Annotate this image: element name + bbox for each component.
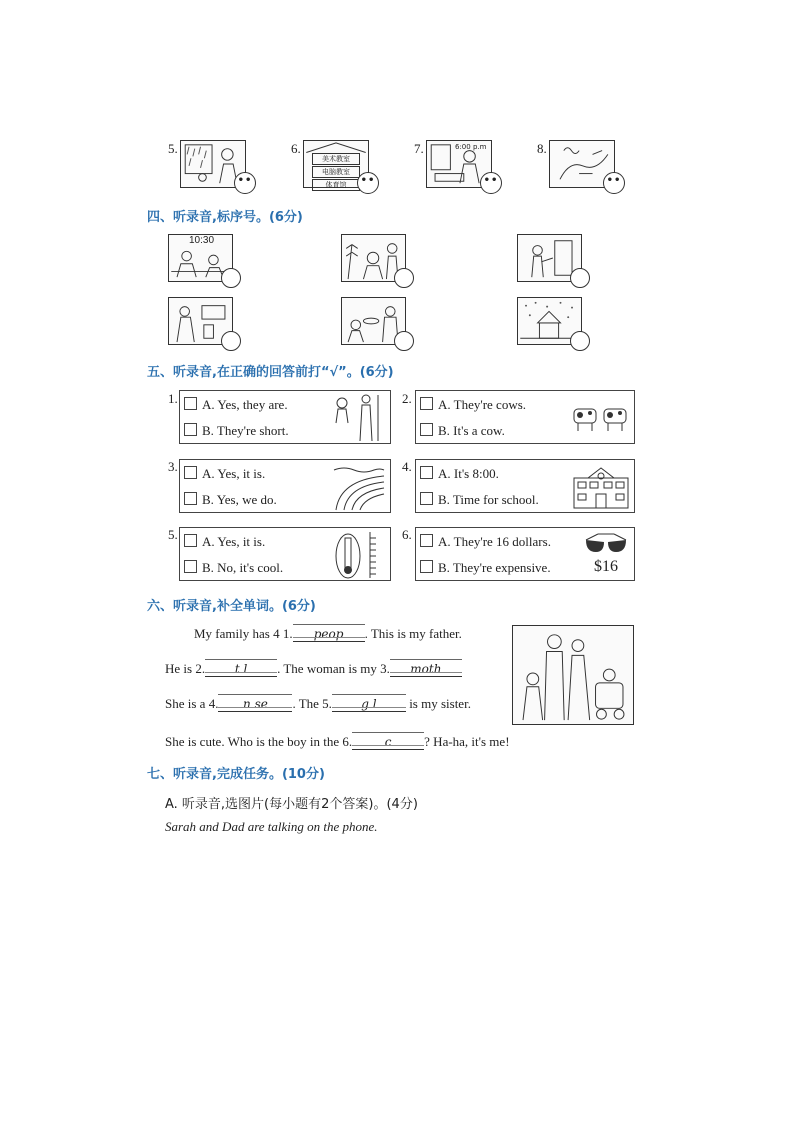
answer-circle[interactable]: [221, 331, 241, 351]
word-blank-4[interactable]: n se: [218, 697, 292, 712]
cows-image: [570, 401, 632, 433]
checkbox[interactable]: [420, 534, 433, 547]
word-blank-1[interactable]: peop: [293, 627, 365, 642]
music-road-image: [330, 462, 388, 512]
checkbox[interactable]: [420, 560, 433, 573]
option-a[interactable]: A. Yes, it is.: [184, 466, 265, 482]
checkbox[interactable]: [184, 534, 197, 547]
checkbox[interactable]: [184, 466, 197, 479]
option-a[interactable]: A. They're 16 dollars.: [420, 534, 551, 550]
section-7-title: 七、听录音,完成任务。(10分): [147, 767, 325, 782]
word-blank-6[interactable]: c: [352, 735, 424, 750]
item-number-8: 8.: [537, 141, 547, 156]
sentence-line-2: He is 2. t l . The woman is my 3. moth: [165, 661, 462, 677]
question-box-6: [415, 527, 635, 581]
sentence-line-3: She is a 4. n se . The 5. g l is my sister.: [165, 696, 471, 711]
option-b[interactable]: B. Yes, we do.: [184, 492, 277, 508]
item-number-7: 7.: [414, 141, 424, 156]
clock-label: 6:00 p.m: [455, 143, 487, 151]
family-picture: [512, 625, 634, 725]
question-box-1: [179, 390, 391, 444]
question-box-5: [179, 527, 391, 581]
sign-line-gym: 体育馆: [312, 179, 360, 191]
word-blank-3[interactable]: moth: [390, 662, 462, 677]
item-number-5: 5.: [168, 141, 178, 156]
face-icon[interactable]: ••: [603, 172, 625, 194]
clock-label: 10:30: [189, 235, 215, 246]
checkbox[interactable]: [184, 397, 197, 410]
checkbox[interactable]: [420, 492, 433, 505]
sign-line-art: 美术教室: [312, 153, 360, 165]
q6-number: 6.: [402, 527, 412, 542]
q4-number: 4.: [402, 459, 412, 474]
face-icon[interactable]: ••: [480, 172, 502, 194]
checkbox[interactable]: [184, 423, 197, 436]
sunglasses-image: [582, 530, 630, 556]
answer-circle[interactable]: [570, 331, 590, 351]
item-number-6: 6.: [291, 141, 301, 156]
option-b[interactable]: B. No, it's cool.: [184, 560, 283, 576]
answer-circle[interactable]: [221, 268, 241, 288]
checkbox[interactable]: [420, 397, 433, 410]
thermometer-image: [332, 530, 388, 580]
face-icon[interactable]: ••: [357, 172, 379, 194]
option-a[interactable]: A. They're cows.: [420, 397, 526, 413]
sign-line-computer: 电脑教室: [312, 166, 360, 178]
option-a[interactable]: A. It's 8:00.: [420, 466, 499, 482]
option-b[interactable]: B. It's a cow.: [420, 423, 505, 439]
answer-circle[interactable]: [570, 268, 590, 288]
word-blank-2[interactable]: t l: [205, 662, 277, 677]
q3-number: 3.: [168, 459, 178, 474]
section-5-title: 五、听录音,在正确的回答前打“√”。(6分): [147, 365, 394, 380]
q1-number: 1.: [168, 391, 178, 406]
option-b[interactable]: B. Time for school.: [420, 492, 539, 508]
checkbox[interactable]: [184, 492, 197, 505]
face-icon[interactable]: ••: [234, 172, 256, 194]
checkbox[interactable]: [420, 466, 433, 479]
option-b[interactable]: B. They're short.: [184, 423, 289, 439]
checkbox[interactable]: [420, 423, 433, 436]
sentence-line-4: She is cute. Who is the boy in the 6. c ? Ha-ha, it's me!: [165, 734, 510, 749]
section-4-title: 四、听录音,标序号。(6分): [147, 210, 303, 225]
section-7-intro: Sarah and Dad are talking on the phone.: [165, 819, 378, 834]
option-a[interactable]: A. Yes, it is.: [184, 534, 265, 550]
school-building-image: [570, 464, 632, 510]
option-a[interactable]: A. Yes, they are.: [184, 397, 288, 413]
question-box-3: [179, 459, 391, 513]
tall-short-people-image: [328, 393, 388, 443]
word-blank-5[interactable]: g l: [332, 697, 406, 712]
sentence-line-1: My family has 4 1. peop . This is my father.: [194, 626, 462, 641]
q2-number: 2.: [402, 391, 412, 406]
checkbox[interactable]: [184, 560, 197, 573]
section-6-title: 六、听录音,补全单词。(6分): [147, 599, 316, 614]
answer-circle[interactable]: [394, 268, 414, 288]
price-label: $16: [594, 558, 618, 575]
q5-number: 5.: [168, 527, 178, 542]
question-box-4: [415, 459, 635, 513]
option-b[interactable]: B. They're expensive.: [420, 560, 551, 576]
section-7a-instruction: A. 听录音,选图片(每小题有2个答案)。(4分): [165, 797, 418, 812]
answer-circle[interactable]: [394, 331, 414, 351]
question-box-2: [415, 390, 635, 444]
